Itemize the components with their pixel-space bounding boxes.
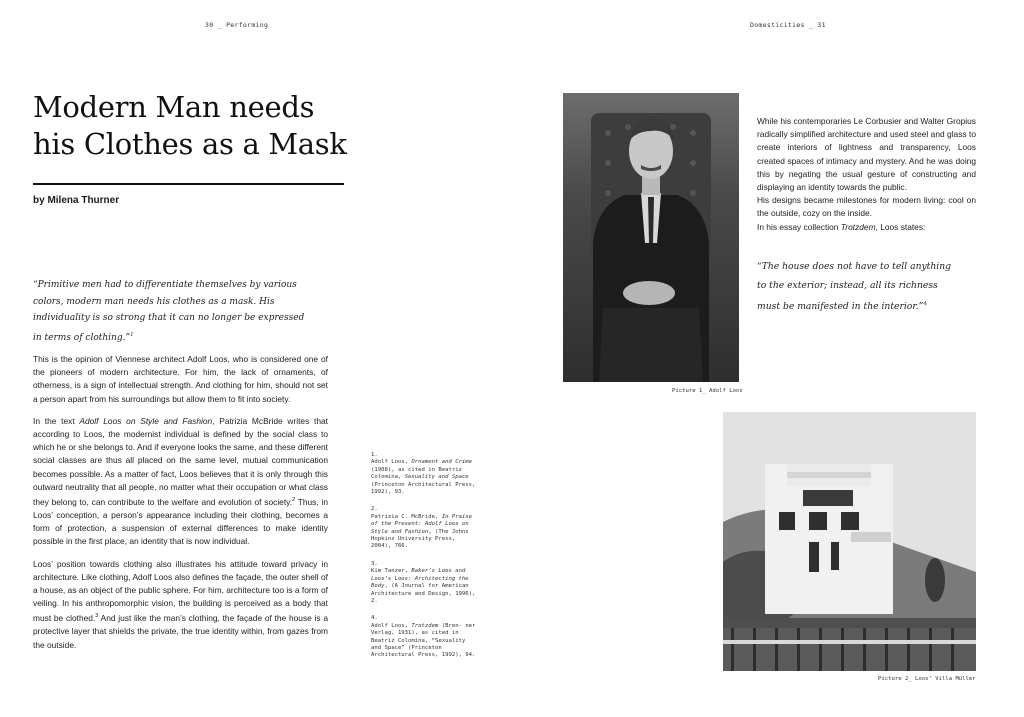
picture-1-caption: Picture 1_ Adolf Loos: [672, 388, 743, 394]
body-column-right: [757, 115, 976, 234]
footnote: 4. Adolf Loos, Trotzdem (Bren- ner Verlag, 1931), as cited in Beatriz Colomina, “Sexuality and Space” (Princeton Architectural Press, 1992), 94.: [371, 615, 476, 659]
paragraph: This is the opinion of Viennese architect Adolf Loos, who is considered one of the pioneers of modern architecture. For him, the lack of ornaments, of otherness, is a sign of intellectual strength. And clothing for him, should not set a person apart from his surroundings but allow them to fit into society.: [33, 354, 328, 404]
opening-quote-text: “Primitive men had to differentiate themselves by various colors, modern man needs his clothes as a mask. His individuality is so strong that it can no longer be expressed in terms of clothing.”: [33, 280, 305, 343]
footnote-ref: 1: [130, 331, 134, 338]
paragraph: His designs became milestones for modern living: cool on the outside, cozy on the inside.: [757, 195, 976, 219]
body-column-left: [33, 353, 328, 661]
footnote: 2. Patrizia C. McBride, In Praise of the Present: Adolf Loos on Style and Fashion, (The Johns Hopkins University Press, 2004), 766.: [371, 506, 473, 550]
closing-quote: [757, 257, 962, 316]
adolf-loos-portrait-photo: [563, 93, 739, 382]
portrait-illustration: [563, 93, 739, 382]
paragraph: Loos’ position towards clothing also illustrates his attitude toward privacy in architecture. Like clothing, Adolf Loos also defines the façade, the outer shell of a house, as an object of the public sphere. For him, architecture too is a form of veiling. In his anthropomorphic vision, the building is perceived as a body that must be clothed.$^3$ And just like the man’s clothing, the façade of the house is a protective layer that shields the private, the true identity within, from gazes from the outside.: [33, 558, 328, 650]
picture-2-caption: Picture 2_ Loos’ Villa Müller: [878, 676, 976, 682]
article-title: [33, 89, 347, 163]
footnotes: [371, 452, 477, 670]
title-rule: [33, 183, 344, 185]
byline: by Milena Thurner: [33, 195, 120, 206]
footnote-ref: 4: [923, 301, 927, 307]
footnote-ref: 2: [292, 497, 296, 504]
footnote-ref: 3: [95, 613, 99, 620]
footnote: 3. Kim Tanzer, Baker’s Loos and Loos’s Loos: Architecting the Body, (A Journal for American Architecture and Design, 1996), 2.: [371, 560, 476, 604]
footnote: 1. Adolf Loos, Ornament and Crime (1908), as cited in Beatriz Colomina, Sexuality and Space (Princeton Architectural Press, 1992), 93.: [371, 452, 476, 496]
page-header-right: Domesticities _ 31: [750, 21, 826, 29]
paragraph: While his contemporaries Le Corbusier and Walter Gropius radically simplified architecture and used steel and glass to create interiors of lightness and transparency, Loos created spaces of intimacy and mystery. And he was doing this by negating the usual gesture of constructing and displaying an identity towards the public.: [757, 116, 976, 193]
title-line-2: his Clothes as a Mask: [33, 127, 347, 161]
title-line-1: Modern Man needs: [33, 90, 315, 124]
paragraph: In his essay collection Trotzdem, Loos states:: [757, 221, 926, 232]
villa-illustration: [723, 412, 976, 671]
paragraph: In the text Adolf Loos on Style and Fashion, Patrizia McBride writes that according to Loos, the modernist individual is defined by the social class to which he or she belongs to. And if everyone looks the same, and these different social classes are thus all placed on the same level, mutual communication becomes possible. As a matter of fact, Loos believes that it is only through this outward neutrality that all people, no matter what their occupation or what class they belong to, can contribute to the welfare and evolution of society.$^2$ Thus, in Loos’ conception, a person’s appearance including their clothing, becomes a form of protection, a suspension of external differences to make identity possible in the first place, an identity that is now individual.: [33, 415, 329, 547]
closing-quote-text: “The house does not have to tell anything to the exterior; instead, all its richness must be manifested in the interior.”: [757, 261, 952, 313]
page-header-left: 30 _ Performing: [205, 21, 269, 29]
villa-muller-photo: [723, 412, 976, 671]
opening-quote: [33, 277, 315, 346]
